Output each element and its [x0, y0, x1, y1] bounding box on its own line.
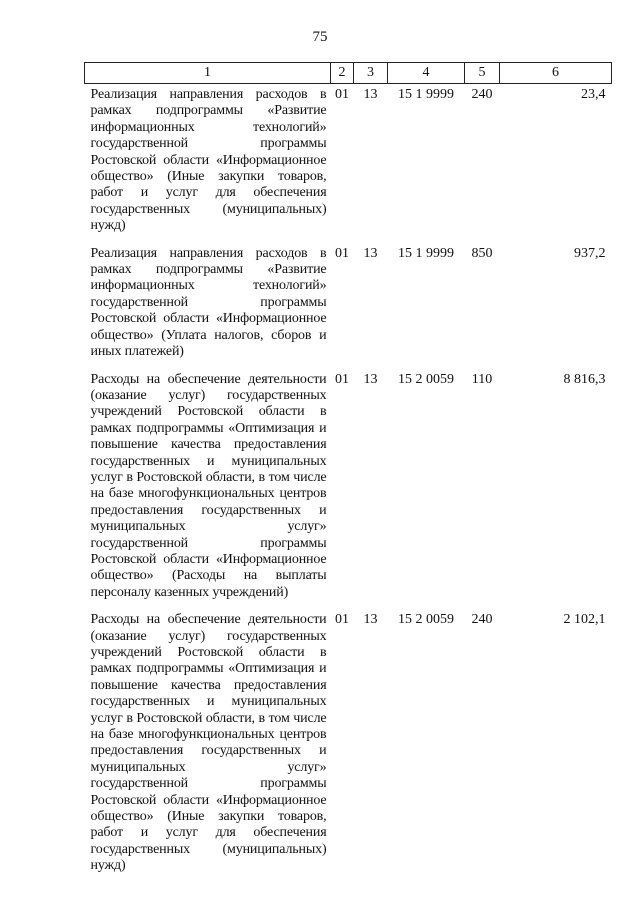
- amount-value: 2 102,1: [563, 612, 606, 628]
- expense-type-code: 850: [471, 245, 493, 261]
- subsection-code: 13: [363, 612, 378, 628]
- target-code: 15 2 0059: [398, 371, 454, 387]
- table-header: [85, 63, 612, 84]
- header-col-5: 5: [465, 63, 500, 84]
- header-col-1: 1: [85, 63, 331, 84]
- section-code: 01: [335, 87, 349, 102]
- subsection-code: 13: [363, 87, 378, 102]
- table-row: [85, 243, 612, 369]
- expense-type-code: 240: [471, 87, 493, 102]
- target-code: 15 2 0059: [398, 612, 454, 628]
- expense-name: Реализация направления расходов в рамках подпрограммы «Развитие информационных технологий» государственной программы Ростовской области «Информационное общество» (Иные закупки товаров, работ и услуг для обеспечения государственных (муниципальных) нужд): [90, 87, 327, 234]
- target-code: 15 1 9999: [398, 87, 454, 102]
- table-body: [85, 84, 612, 875]
- header-row: [85, 63, 612, 84]
- expense-type-code: 110: [471, 371, 493, 387]
- subsection-code: 13: [363, 245, 378, 261]
- target-code: 15 1 9999: [398, 245, 454, 261]
- expense-name: Расходы на обеспечение деятельности (оказание услуг) государственных учреждений Ростовской области в рамках подпрограммы «Оптимизация и повышение качества предоставления государственных и муниципальных услуг в Ростовской области, в том числе на базе многофункциональных центров предоставления государственных и муниципальных услуг» государственной программы Ростовской области «Информационное общество» (Расходы на выплаты персоналу казенных учреждений): [90, 371, 327, 600]
- header-col-6: 6: [500, 63, 612, 84]
- expense-name-cell: [85, 243, 331, 369]
- header-col-3: 3: [354, 63, 388, 84]
- table-row: [85, 84, 612, 243]
- page-number: 75: [312, 29, 328, 45]
- header-col-2: 2: [331, 63, 354, 84]
- expense-name: Реализация направления расходов в рамках подпрограммы «Развитие информационных технологий» государственной программы Ростовской области «Информационное общество» (Уплата налогов, сборов и иных платежей): [90, 245, 327, 360]
- expense-type-code: 240: [471, 612, 493, 628]
- expense-name-cell: [85, 609, 331, 875]
- subsection-code: 13: [363, 371, 378, 387]
- table-row: [85, 609, 612, 875]
- amount-value: 937,2: [574, 245, 606, 261]
- amount-value: 8 816,3: [563, 371, 606, 387]
- section-code: 01: [335, 245, 349, 261]
- section-code: 01: [335, 612, 349, 628]
- expense-name-cell: [85, 84, 331, 243]
- expense-name-cell: [85, 369, 331, 610]
- expense-name: Расходы на обеспечение деятельности (оказание услуг) государственных учреждений Ростовской области в рамках подпрограммы «Оптимизация и повышение качества предоставления государственных и муниципальных услуг в Ростовской области, в том числе на базе многофункциональных центров предоставления государственных и муниципальных услуг» государственной программы Ростовской области «Информационное общество» (Иные закупки товаров, работ и услуг для обеспечения государственных (муниципальных) нужд): [90, 612, 327, 874]
- header-col-4: 4: [388, 63, 465, 84]
- amount-value: 23,4: [581, 87, 606, 102]
- budget-table: [84, 62, 612, 875]
- section-code: 01: [335, 371, 349, 387]
- table-row: [85, 369, 612, 610]
